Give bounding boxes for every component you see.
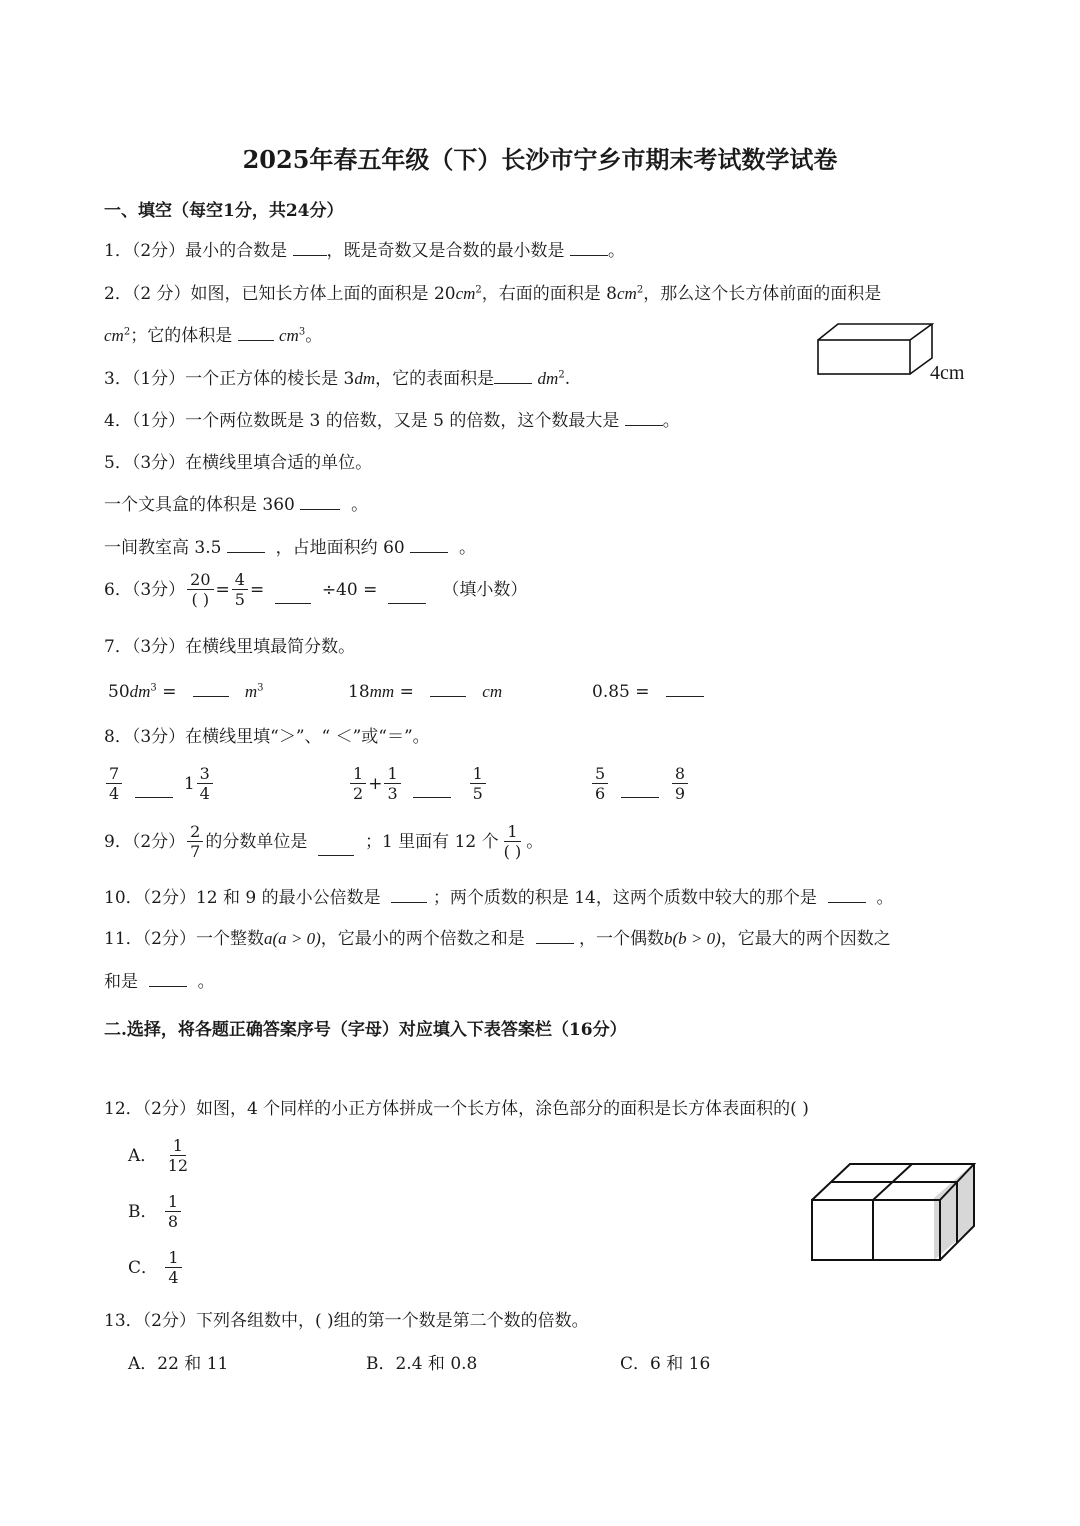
- section1-heading: 一、填空（每空1分，共24分）: [104, 201, 344, 221]
- cubes-figure: [806, 1158, 982, 1266]
- answer-blank[interactable]: [293, 239, 327, 256]
- answer-blank[interactable]: [621, 781, 659, 798]
- q12-option-c[interactable]: C． $\frac{1}{4}$: [128, 1248, 184, 1287]
- q13-option-b[interactable]: B．2.4 和 0.8: [366, 1354, 478, 1374]
- question-8: 8．（3分）在横线里填“＞”、“ ＜”或“＝”。: [104, 727, 430, 747]
- question-1: 1．（2分）最小的合数是 ，既是奇数又是合数的最小数是 。: [104, 241, 625, 261]
- q13-option-a[interactable]: A．22 和 11: [128, 1354, 229, 1374]
- question-6: 6．（3分） $\frac{20}{( )}$ = $\frac{4}{5}$ = ÷40 = （填小数）: [104, 570, 528, 609]
- question-10: 10．（2分）12 和 9 的最小公倍数是 ；两个质数的积是 14，这两个质数中较大的那个是 。: [104, 888, 894, 908]
- fraction: $\frac{20}{( )}$: [187, 570, 213, 609]
- question-13: 13．（2分）下列各组数中，( )组的第一个数是第二个数的倍数。: [104, 1311, 589, 1331]
- question-2-line2: $cm^2$；它的体积是 $cm^3$。: [104, 326, 323, 346]
- q12-option-b[interactable]: B． $\frac{1}{8}$: [128, 1192, 183, 1231]
- answer-blank[interactable]: [275, 587, 311, 604]
- answer-blank[interactable]: [318, 839, 354, 856]
- q12-option-a[interactable]: A． $\frac{1}{12}$: [128, 1136, 189, 1175]
- question-12: 12．（2分）如图，4 个同样的小正方体拼成一个长方体，涂色部分的面积是长方体表面积的( ): [104, 1099, 809, 1119]
- q13-option-c[interactable]: C．6 和 16: [620, 1354, 711, 1374]
- answer-blank[interactable]: [149, 970, 187, 987]
- section2-heading: 二.选择，将各题正确答案序号（字母）对应填入下表答案栏（16分）: [104, 1020, 627, 1040]
- answer-blank[interactable]: [430, 680, 466, 697]
- question-5: 5．（3分）在横线里填合适的单位。: [104, 453, 373, 473]
- question-9: 9．（2分） $\frac{2}{7}$ 的分数单位是 ；1 里面有 12 个 $\frac{1}{( )}$ 。: [104, 822, 544, 861]
- answer-blank[interactable]: [388, 587, 426, 604]
- question-7-c: 0.85 =: [592, 679, 704, 705]
- question-2: 2．（2 分）如图，已知长方体上面的面积是 $20cm^2$，右面的面积是 $8cm^2$，那么这个长方体前面的面积是: [104, 284, 882, 304]
- answer-blank[interactable]: [666, 680, 704, 697]
- page-title: 2025年春五年级（下）长沙市宁乡市期末考试数学试卷: [242, 145, 838, 174]
- q1-text: 1．（2分）最小的合数是: [104, 241, 288, 261]
- question-11: 11．（2分）一个整数a(a > 0)，它最小的两个倍数之和是 ，一个偶数b(b > 0)，它最大的两个因数之: [104, 929, 891, 949]
- question-5-line2: 一间教室高 3.5 ，占地面积约 60 。: [104, 538, 476, 558]
- answer-blank[interactable]: [494, 367, 532, 384]
- question-8-a: $\frac{7}{4}$ 1 $\frac{3}{4}$: [104, 764, 215, 803]
- answer-blank[interactable]: [391, 886, 427, 903]
- cuboid-figure-label: 4cm: [930, 362, 965, 384]
- answer-blank[interactable]: [625, 409, 663, 426]
- answer-blank[interactable]: [135, 781, 173, 798]
- question-4: 4．（1分）一个两位数既是 3 的倍数，又是 5 的倍数，这个数最大是 。: [104, 411, 680, 431]
- answer-blank[interactable]: [238, 324, 274, 341]
- answer-blank[interactable]: [193, 680, 229, 697]
- question-7: 7．（3分）在横线里填最简分数。: [104, 637, 356, 657]
- answer-blank[interactable]: [413, 781, 451, 798]
- question-7-b: 18mm = cm: [348, 682, 503, 702]
- question-5-line1: 一个文具盒的体积是 360 。: [104, 495, 369, 515]
- question-11-line2: 和是 。: [104, 972, 215, 992]
- answer-blank[interactable]: [227, 536, 265, 553]
- answer-blank[interactable]: [410, 536, 448, 553]
- answer-blank[interactable]: [828, 886, 866, 903]
- question-8-c: $\frac{5}{6}$ $\frac{8}{9}$: [590, 764, 690, 803]
- question-8-b: $\frac{1}{2}$ + $\frac{1}{3}$ $\frac{1}{5}$: [348, 764, 488, 803]
- answer-blank[interactable]: [536, 927, 574, 944]
- answer-blank[interactable]: [300, 493, 340, 510]
- answer-blank[interactable]: [570, 239, 608, 256]
- question-3: 3．（1分）一个正方体的棱长是 3dm，它的表面积是 $dm^2$.: [104, 369, 571, 389]
- fraction: $\frac{4}{5}$: [232, 570, 248, 609]
- question-7-a: $50dm^3$ = $m^3$: [108, 682, 264, 702]
